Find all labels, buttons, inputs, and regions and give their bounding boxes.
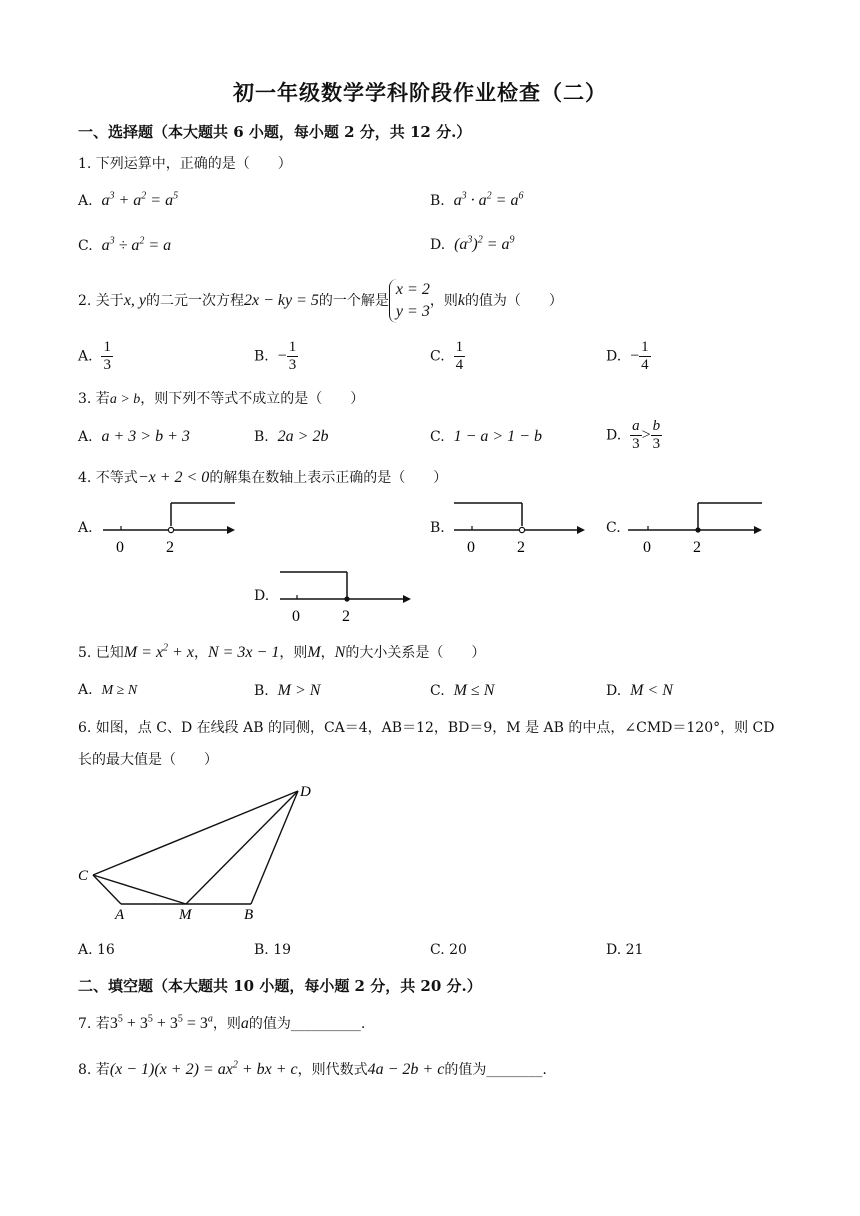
q2-option-d: D. − $\frac{1}{4}$	[606, 339, 649, 373]
point-label-c: C	[78, 868, 89, 884]
q6-option-a: A. 16	[78, 942, 115, 958]
q6-option-c: C. 20	[430, 942, 467, 958]
q5-option-c: C. M ≤ N	[430, 682, 495, 699]
q4-option-a-label: A.	[78, 520, 93, 536]
q3-option-c: C. 1 − a > 1 − b	[430, 428, 542, 445]
tick-label-0: 0	[116, 539, 124, 556]
tick-label-0: 0	[643, 539, 651, 556]
q6-stem-line-2: 长的最大值是（ ）	[78, 752, 218, 768]
q5-option-b: B. M > N	[254, 682, 321, 699]
point-label-m: M	[179, 907, 192, 923]
q4-option-b-label: B.	[430, 520, 445, 536]
tick-label-2: 2	[342, 608, 350, 625]
segment-md	[186, 791, 298, 904]
q4-option-a-number-line	[95, 495, 245, 560]
q3-stem: 3. 若a > b，则下列不等式不成立的是（ ）	[78, 391, 365, 407]
q6-option-b: B. 19	[254, 942, 292, 958]
q3-option-d: D. $\frac{a}{3}$ > $\frac{b}{3}$	[606, 418, 661, 452]
q1-stem: 1. 下列运算中，正确的是（ ）	[78, 156, 292, 172]
q1-option-a: A. $a^3 + a^2 = a^5$	[78, 190, 179, 209]
q4-option-d-label: D.	[254, 588, 270, 604]
section-1-heading: 一、选择题（本大题共 6 小题，每小题 2 分，共 12 分.）	[78, 123, 472, 141]
q5-option-a: A. M ≥ N	[78, 682, 138, 698]
q1-option-b: B. $a^3 \cdot a^2 = a^6$	[430, 190, 524, 209]
q8-stem: 8. 若$(x - 1)(x + 2) = ax^2$ + bx + c，则代数式4a − 2b + c的值为________.	[78, 1059, 547, 1078]
page-title: 初一年级数学学科阶段作业检查（二）	[233, 80, 607, 105]
q6-stem-line-1: 6. 如图，点 C、D 在线段 AB 的同侧，CA＝4，AB＝12，BD＝9，M 是 AB 的中点，∠CMD＝120°，则 CD	[78, 720, 775, 736]
tick-label-2: 2	[517, 539, 525, 556]
q6-option-d: D. 21	[606, 942, 644, 958]
tick-label-2: 2	[693, 539, 701, 556]
point-label-b: B	[244, 907, 254, 923]
q3-option-a: A. a + 3 > b + 3	[78, 428, 190, 445]
q4-option-b-number-line	[448, 495, 593, 560]
q5-option-d: D. M < N	[606, 682, 673, 699]
q2-option-a: A. $\frac{1}{3}$	[78, 339, 111, 373]
q6-geometry-figure	[75, 780, 325, 925]
q4-stem: 4. 不等式−x + 2 < 0的解集在数轴上表示正确的是（ ）	[78, 469, 448, 486]
segment-cd	[93, 791, 298, 875]
q3-option-b: B. 2a > 2b	[254, 428, 329, 445]
tick-label-0: 0	[467, 539, 475, 556]
q2-stem: 2. 关于x, y的二元一次方程2x − ky = 5的一个解是 x = 2 y = 3 ，则k的值为（ ）	[78, 279, 563, 323]
q2-option-b: B. − $\frac{1}{3}$	[254, 339, 297, 373]
point-label-d: D	[300, 784, 311, 800]
point-label-a: A	[115, 907, 125, 923]
q1-option-d: D. $(a^3)^2 = a^9$	[430, 234, 515, 253]
section-2-heading: 二、填空题（本大题共 10 小题，每小题 2 分，共 20 分.）	[78, 977, 482, 995]
q2-solution-system: x = 2 y = 3	[389, 279, 430, 323]
tick-label-0: 0	[292, 608, 300, 625]
q4-option-c-label: C.	[606, 520, 621, 536]
q4-option-c-number-line	[622, 495, 772, 560]
q7-stem: 7. 若$3^5 + 3^5 + 3^5 = 3^a$，则a的值为__________.	[78, 1013, 366, 1032]
q5-stem: 5. 已知$M = x^2 + x$，N = 3x − 1，则M，N的大小关系是（ ）	[78, 642, 486, 661]
q1-option-c: C. $a^3 \div a^2 = a$	[78, 235, 172, 254]
tick-label-2: 2	[166, 539, 174, 556]
q2-option-c: C. $\frac{1}{4}$	[430, 339, 464, 373]
q4-option-d-number-line	[274, 564, 419, 629]
